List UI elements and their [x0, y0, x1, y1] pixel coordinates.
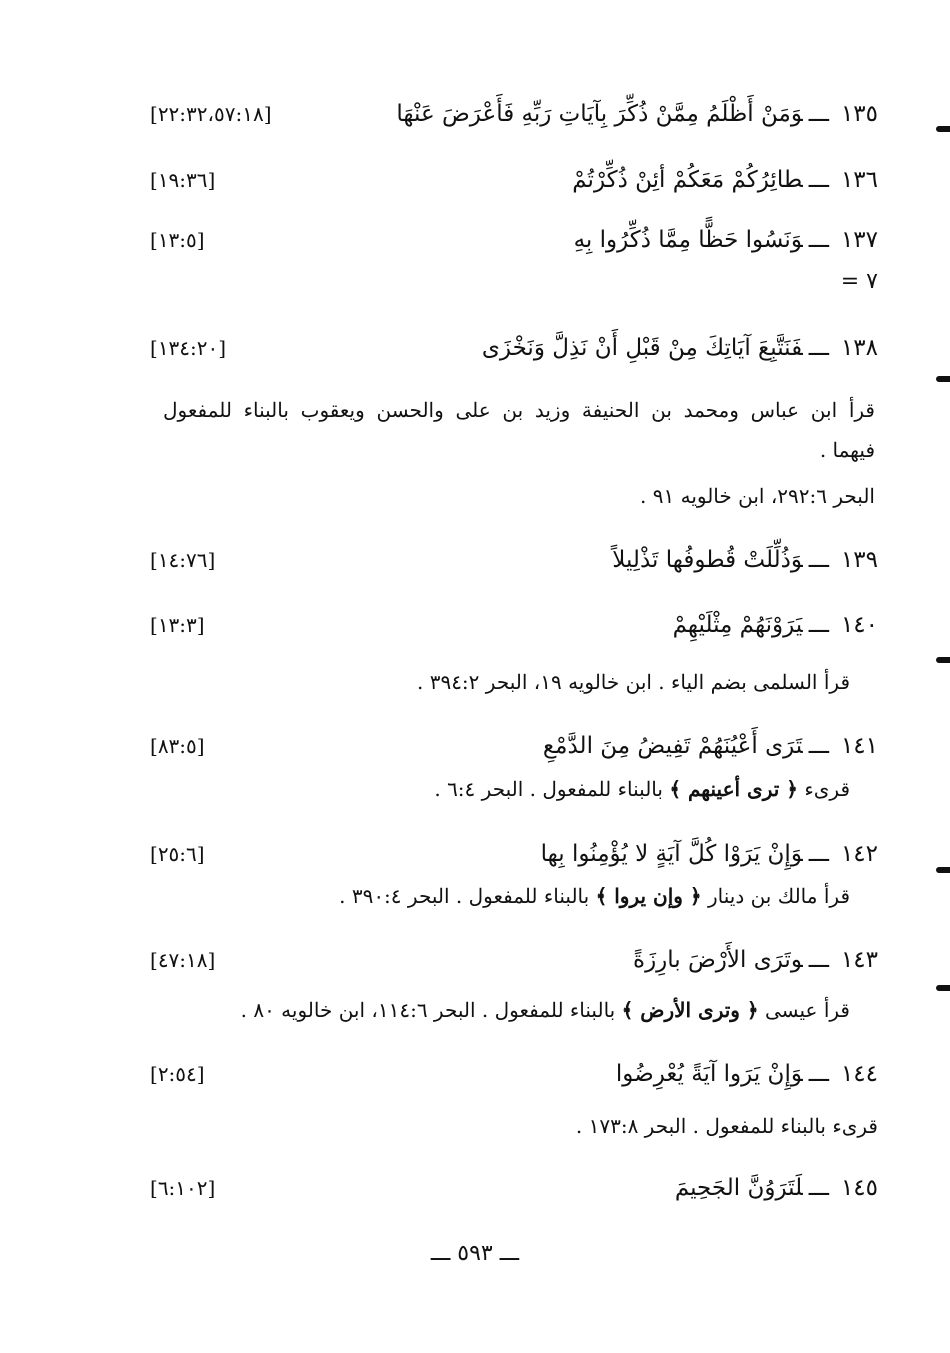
entry-number: ١٣٦ [840, 167, 878, 193]
note-text: قرأ مالك بن دينار [707, 884, 850, 908]
note-text: قرىء [804, 777, 850, 801]
entry-139 [150, 538, 878, 582]
entry-145 [150, 1166, 878, 1210]
verse-text: طائِرُكُمْ مَعَكُمْ أئِنْ ذُكِّرْتُمْ [572, 167, 803, 193]
verse-text: فَنَتَّبِعَ آيَاتِكَ مِنْ قَبْلِ أَنْ نَذِلَّ وَنَخْزَى [481, 335, 803, 361]
verse-reference: [٨٣:٥] [150, 734, 205, 758]
verse-text: لَتَرَوُنَّ الجَحِيمَ [674, 1175, 803, 1201]
entry-142 [150, 832, 878, 876]
dash: ـــ [808, 227, 829, 253]
verse-text: وَإِنْ يَرَوْا كُلَّ آيَةٍ لا يُؤْمِنُوا بِها [540, 841, 803, 867]
entry-number: ١٤١ [840, 733, 878, 759]
verse-line [543, 724, 878, 768]
entry-141 [150, 724, 878, 768]
verse-line [482, 326, 878, 370]
entry-143 [150, 938, 878, 982]
verse-line [633, 938, 878, 982]
note-text: بالبناء للمفعول . البحر ٦:٤ . [434, 777, 663, 801]
verse-text: وتَرَى الأَرْضَ بارِزَةً [633, 947, 803, 973]
entry-135 [150, 92, 878, 136]
verse-text: وَذُلِّلَتْ قُطوفُها تَذْلِيلاً [612, 547, 803, 573]
commentary-line [241, 992, 850, 1028]
edge-mark [936, 126, 950, 132]
entry-number: ١٤٥ [840, 1175, 878, 1201]
verse-reference: [١٣٤:٢٠] [150, 336, 227, 360]
verse-text: وَإِنْ يَرَوا آيَةً يُعْرِضُوا [615, 1061, 803, 1087]
entry-number: ١٣٩ [840, 547, 878, 573]
verse-reference: [٢٥:٦] [150, 842, 205, 866]
commentary-line: قرأ ابن عباس ومحمد بن الحنيفة وزيد بن على والحسن ويعقوب بالبناء للمفعول [163, 398, 875, 422]
dash: ـــ [808, 547, 829, 573]
verse-text: تَرَى أَعْيُنَهُمْ تَفِيضُ مِنَ الدَّمْعِ [542, 733, 803, 759]
verse-reference: [١٣:٣] [150, 613, 205, 637]
commentary-line [339, 878, 850, 914]
note-text: بالبناء للمفعول . البحر ١١٤:٦، ابن خالويه ٨٠ . [240, 998, 616, 1022]
verse-line [396, 92, 878, 136]
commentary-line [434, 771, 850, 807]
verse-line [612, 538, 878, 582]
verse-reference: [١٤:٧٦] [150, 548, 216, 572]
dash: ـــ [808, 1175, 829, 1201]
entry-number: ١٣٧ [840, 227, 878, 253]
entry-140 [150, 603, 878, 647]
verse-reference: [٤٧:١٨] [150, 948, 216, 972]
verse-text: وَمَنْ أَظْلَمُ مِمَّنْ ذُكِّرَ بِآيَاتِ رَبِّهِ فَأَعْرَضَ عَنْهَا [396, 101, 803, 127]
dash: ـــ [808, 1061, 829, 1087]
entry-number: ١٤٢ [840, 841, 878, 867]
commentary-line: قرأ السلمى بضم الياء . ابن خالويه ١٩، البحر ٣٩٤:٢ . [416, 670, 850, 694]
verse-text: يَرَوْنَهُمْ مِثْلَيْهِمْ [672, 612, 803, 638]
verse-line [574, 218, 878, 262]
dash: ـــ [808, 947, 829, 973]
quoted-reading: ﴿ وترى الأرض ﴾ [621, 998, 759, 1022]
verse-line [541, 832, 878, 876]
continuation-line: ٧ = [840, 269, 878, 294]
verse-reference: [٢٢:٣٢،٥٧:١٨] [150, 102, 272, 126]
entry-136 [150, 158, 878, 202]
entry-138 [150, 326, 878, 370]
dash: ـــ [808, 101, 829, 127]
verse-line [675, 1166, 878, 1210]
entry-number: ١٤٠ [840, 612, 878, 638]
entry-number: ١٣٥ [840, 101, 878, 127]
dash: ـــ [808, 612, 829, 638]
edge-mark [936, 985, 950, 991]
verse-line [572, 158, 878, 202]
commentary-line: البحر ٢٩٢:٦، ابن خالويه ٩١ . [640, 484, 875, 508]
edge-mark [936, 376, 950, 382]
entry-137 [150, 218, 878, 262]
edge-mark [936, 657, 950, 663]
note-text: بالبناء للمفعول . البحر ٣٩٠:٤ . [339, 884, 590, 908]
dash: ـــ [808, 841, 829, 867]
note-text: قرأ عيسى [765, 998, 850, 1022]
quoted-reading: ﴿ وإن يروا ﴾ [595, 884, 702, 908]
entry-number: ١٤٣ [840, 947, 878, 973]
entry-144 [150, 1052, 878, 1096]
quoted-reading: ﴿ ترى أعينهم ﴾ [669, 777, 798, 801]
verse-line [673, 603, 878, 647]
verse-reference: [١٩:٣٦] [150, 168, 216, 192]
commentary-line: فيهما . [819, 438, 875, 462]
dash: ـــ [808, 335, 829, 361]
entry-number: ١٤٤ [840, 1061, 878, 1087]
page-number: ـــ ٥٩٣ ـــ [430, 1241, 520, 1266]
verse-reference: [٦:١٠٢] [150, 1176, 216, 1200]
edge-mark [936, 867, 950, 873]
verse-reference: [٢:٥٤] [150, 1062, 205, 1086]
verse-text: وَنَسُوا حَظًّا مِمَّا ذُكِّرُوا بِهِ [573, 227, 803, 253]
commentary-line: قرىء بالبناء للمفعول . البحر ١٧٣:٨ . [575, 1114, 878, 1138]
dash: ـــ [808, 167, 829, 193]
verse-reference: [١٣:٥] [150, 228, 205, 252]
dash: ـــ [808, 733, 829, 759]
verse-line [616, 1052, 878, 1096]
entry-number: ١٣٨ [840, 335, 878, 361]
